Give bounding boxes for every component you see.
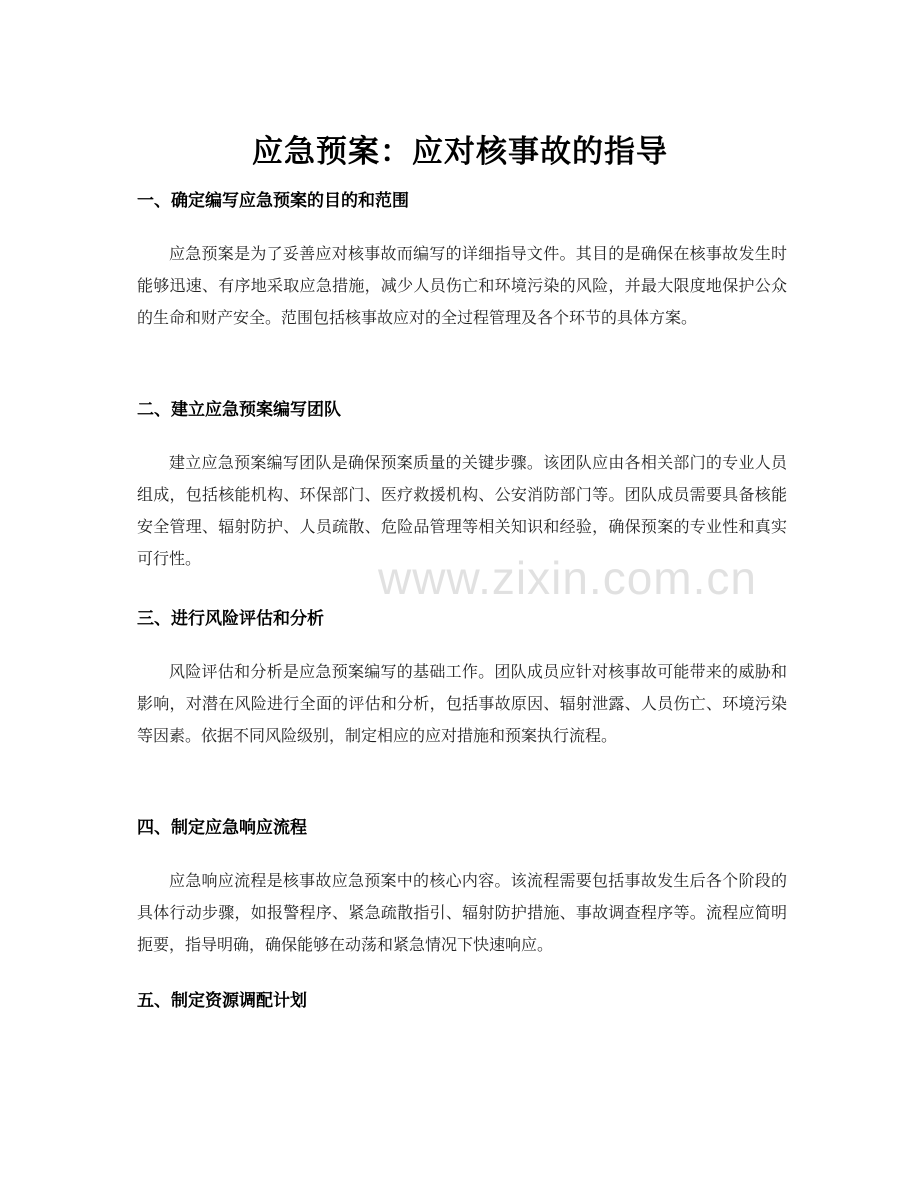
section-heading: 四、制定应急响应流程	[137, 818, 307, 838]
section-heading: 二、建立应急预案编写团队	[137, 400, 341, 420]
section-paragraph: 建立应急预案编写团队是确保预案质量的关键步骤。该团队应由各相关部门的专业人员组成，包括核能机构、环保部门、医疗救援机构、公安消防部门等。团队成员需要具备核能安全管理、辐射防护、人员疏散、危险品管理等相关知识和经验，确保预案的专业性和真实可行性。	[137, 453, 787, 568]
section-team	[137, 397, 787, 575]
section-heading: 一、确定编写应急预案的目的和范围	[137, 191, 409, 211]
section-paragraph: 应急预案是为了妥善应对核事故而编写的详细指导文件。其目的是确保在核事故发生时能够迅速、有序地采取应急措施，减少人员伤亡和环境污染的风险，并最大限度地保护公众的生命和财产安全。范围包括核事故应对的全过程管理及各个环节的具体方案。	[137, 244, 787, 327]
section-resource-plan	[137, 988, 787, 1014]
section-purpose-scope	[137, 188, 787, 334]
section-response-process	[137, 815, 787, 961]
section-heading: 五、制定资源调配计划	[137, 991, 307, 1011]
section-paragraph: 应急响应流程是核事故应急预案中的核心内容。该流程需要包括事故发生后各个阶段的具体行动步骤，如报警程序、紧急疏散指引、辐射防护措施、事故调查程序等。流程应简明扼要，指导明确，确保能够在动荡和紧急情况下快速响应。	[137, 871, 787, 954]
section-risk-assessment	[137, 606, 787, 752]
section-paragraph: 风险评估和分析是应急预案编写的基础工作。团队成员应针对核事故可能带来的威胁和影响，对潜在风险进行全面的评估和分析，包括事故原因、辐射泄露、人员伤亡、环境污染等因素。依据不同风险级别，制定相应的应对措施和预案执行流程。	[137, 662, 787, 745]
watermark: www.zixin.com.cn	[378, 552, 757, 604]
section-heading: 三、进行风险评估和分析	[137, 609, 324, 629]
document-title: 应急预案：应对核事故的指导	[252, 133, 668, 170]
